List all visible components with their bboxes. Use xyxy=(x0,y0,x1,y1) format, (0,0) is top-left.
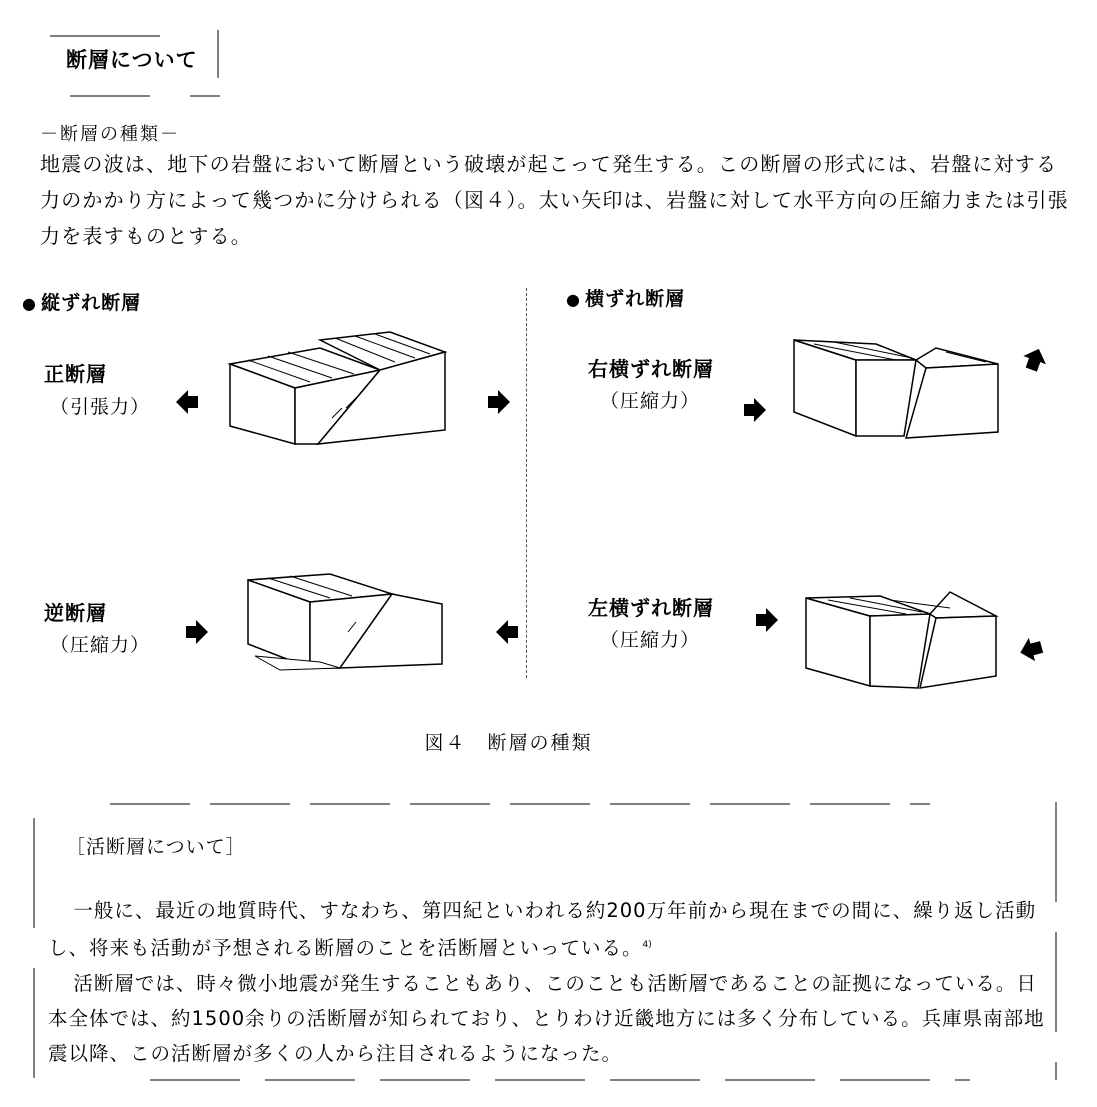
right-lateral-fault-name: 右横ずれ断層 xyxy=(588,357,714,381)
section-subheading: －断層の種類－ xyxy=(40,124,180,145)
block-arrow-icon xyxy=(488,390,510,414)
figure-divider xyxy=(526,288,527,678)
block-arrow-icon xyxy=(496,620,518,644)
footnote-ref: 4) xyxy=(642,940,652,950)
left-lateral-fault-diagram xyxy=(750,588,1050,698)
filled-circle-icon: ● xyxy=(22,294,36,313)
block-arrow-icon xyxy=(744,398,766,422)
figure-caption: 図４ 断層の種類 xyxy=(424,732,593,754)
reverse-fault-name: 逆断層 xyxy=(44,601,107,625)
left-lateral-fault-force: （圧縮力） xyxy=(600,629,701,651)
active-fault-heading: ［活断層について］ xyxy=(66,836,246,858)
block-arrow-icon xyxy=(1017,635,1044,664)
block-arrow-icon xyxy=(1020,345,1050,374)
right-lateral-fault-force: （圧縮力） xyxy=(600,390,701,412)
filled-circle-icon: ● xyxy=(566,290,580,309)
horizontal-fault-group-label: ● 横ずれ断層 xyxy=(566,288,686,310)
page-title: 断層について xyxy=(66,48,198,72)
block-arrow-icon xyxy=(186,620,208,644)
right-lateral-fault-diagram xyxy=(736,332,1066,447)
block-arrow-icon xyxy=(756,608,778,632)
active-fault-paragraph-2: 活断層では、時々微小地震が発生することもあり、このことも活断層であることの証拠になっている。日本全体では、約1500余りの活断層が知られており、とりわけ近畿地方には多く分布している。兵庫県南部地震以降、この活断層が多くの人から注目されるようになった。 xyxy=(48,971,1045,1065)
vertical-fault-group-label: ● 縦ずれ断層 xyxy=(22,292,142,314)
left-lateral-fault-name: 左横ずれ断層 xyxy=(588,596,714,620)
active-fault-body xyxy=(48,893,1048,1071)
intro-paragraph: 地震の波は、地下の岩盤において断層という破壊が起こって発生する。この断層の形式には、岩盤に対する力のかかり方によって幾つかに分けられる（図４）。太い矢印は、岩盤に対して水平方向の圧縮力または引張力を表すものとする。 xyxy=(40,152,1069,248)
reverse-fault-diagram xyxy=(180,570,520,680)
normal-fault-diagram xyxy=(170,336,520,456)
normal-fault-name: 正断層 xyxy=(44,362,107,386)
normal-fault-force: （引張力） xyxy=(50,396,151,418)
reverse-fault-force: （圧縮力） xyxy=(50,634,151,656)
block-arrow-icon xyxy=(176,390,198,414)
active-fault-paragraph-1: 一般に、最近の地質時代、すなわち、第四紀といわれる約200万年前から現在までの間に、繰り返し活動し、将来も活動が予想される断層のことを活断層といっている。$^{4)}$ xyxy=(48,899,1037,960)
